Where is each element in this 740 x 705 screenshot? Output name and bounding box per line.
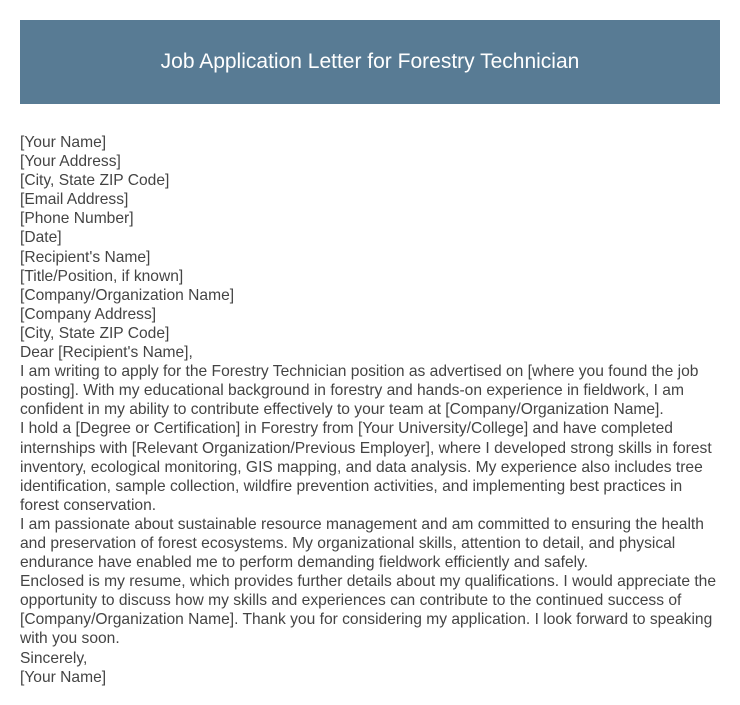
recipient-title: [Title/Position, if known] — [20, 267, 184, 285]
paragraph-qualifications: I hold a [Degree or Certification] in Forestry from [Your University/College] and have completed internships with [Relevant Organization/Previous Employer], where I developed strong skills in forest inventory, ecological monitoring, GIS mapping, and data analysis. My experience also includes tree identification, sample collection, wildfire prevention activities, and implementing best practices in forest conservation. — [20, 420, 712, 514]
salutation: Dear [Recipient's Name], — [20, 344, 193, 362]
paragraph-closing: Enclosed is my resume, which provides further details about my qualifications. I would appreciate the opportunity to discuss how my skills and experiences can contribute to the continued success of [Company/Organization Name]. Thank you for considering my application. I look forward to speaking with you soon. — [20, 573, 717, 648]
signature: [Your Name] — [20, 668, 107, 686]
page-title: Job Application Letter for Forestry Technician — [160, 50, 580, 73]
recipient-name: [Recipient's Name] — [20, 248, 151, 266]
recipient-address: [Company Address] — [20, 305, 157, 323]
sender-city-state-zip: [City, State ZIP Code] — [20, 172, 170, 190]
recipient-company: [Company/Organization Name] — [20, 286, 235, 304]
sender-phone: [Phone Number] — [20, 210, 134, 228]
paragraph-intro: I am writing to apply for the Forestry Technician position as advertised on [where you found the job posting]. With my educational background in forestry and hands-on experience in fieldwork, I am confident in my ability to contribute effectively to your team at [Company/Organization Name]. — [20, 363, 699, 419]
letter-date: [Date] — [20, 229, 62, 247]
letter-body — [20, 133, 722, 687]
closing: Sincerely, — [20, 649, 88, 667]
sender-name: [Your Name] — [20, 134, 107, 151]
sender-email: [Email Address] — [20, 191, 129, 209]
paragraph-passion: I am passionate about sustainable resource management and am committed to ensuring the health and preservation of forest ecosystems. My organizational skills, attention to detail, and physical endurance have enabled me to perform demanding fieldwork efficiently and safely. — [20, 515, 704, 572]
sender-address: [Your Address] — [20, 153, 121, 171]
recipient-city-state-zip: [City, State ZIP Code] — [20, 324, 170, 342]
title-banner — [20, 20, 720, 104]
